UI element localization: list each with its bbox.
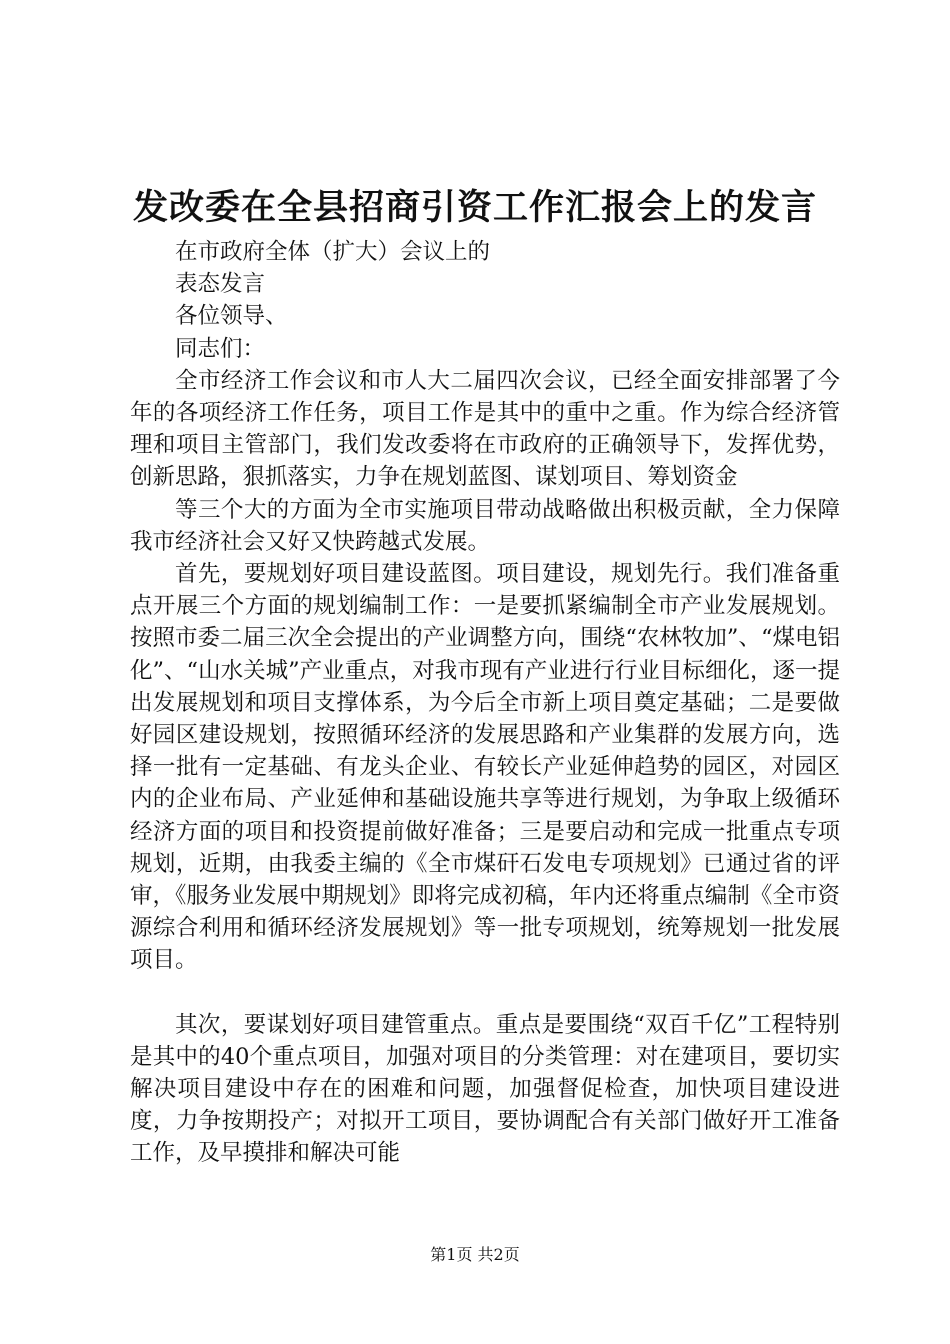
paragraph: 在市政府全体（扩大）会议上的 — [175, 239, 491, 265]
document-body — [130, 236, 840, 1170]
document-title: 发改委在全县招商引资工作汇报会上的发言 — [132, 187, 817, 228]
paragraph: 全市经济工作会议和市人大二届四次会议，已经全面安排部署了今年的各项经济工作任务，项目工作是其中的重中之重。作为综合经济管理和项目主管部门，我们发改委将在市政府的正确领导下，发挥优势，创新思路，狠抓落实，力争在规划蓝图、谋划项目、筹划资金 — [130, 367, 840, 491]
paragraph: 各位领导、 — [175, 303, 288, 330]
paragraph: 同志们： — [175, 335, 266, 362]
paragraph: 其次，要谋划好项目建管重点。重点是要围绕“双百千亿”工程特别是其中的40个重点项目，加强对项目的分类管理：对在建项目，要切实解决项目建设中存在的困难和问题，加强督促检查，加快项目建设进度，力争按期投产；对拟开工项目，要协调配合有关部门做好开工准备工作，及早摸排和解决可能 — [130, 1011, 840, 1167]
paragraph: 首先，要规划好项目建设蓝图。项目建设，规划先行。我们准备重点开展三个方面的规划编制工作：一是要抓紧编制全市产业发展规划。按照市委二届三次全会提出的产业调整方向，围绕“农林牧加”、“煤电铝化”、“山水关城”产业重点，对我市现有产业进行行业目标细化，逐一提出发展规划和项目支撑体系，为今后全市新上项目奠定基础；二是要做好园区建设规划，按照循环经济的发展思路和产业集群的发展方向，选择一批有一定基础、有龙头企业、有较长产业延伸趋势的园区，对园区内的企业布局、产业延伸和基础设施共享等进行规划，为争取上级循环经济方面的项目和投资提前做好准备；三是要启动和完成一批重点专项规划，近期，由我委主编的《全市煤矸石发电专项规划》已通过省的评审，《服务业发展中期规划》即将完成初稿，年内还将重点编制《全市资源综合利用和循环经济发展规划》等一批专项规划，统筹规划一批发展项目。 — [130, 561, 840, 974]
paragraph: 表态发言 — [175, 271, 266, 298]
page-footer: 第1页 共2页 — [430, 1245, 520, 1264]
paragraph: 等三个大的方面为全市实施项目带动战略做出积极贡献，全力保障我市经济社会又好又快跨越式发展。 — [130, 496, 840, 555]
